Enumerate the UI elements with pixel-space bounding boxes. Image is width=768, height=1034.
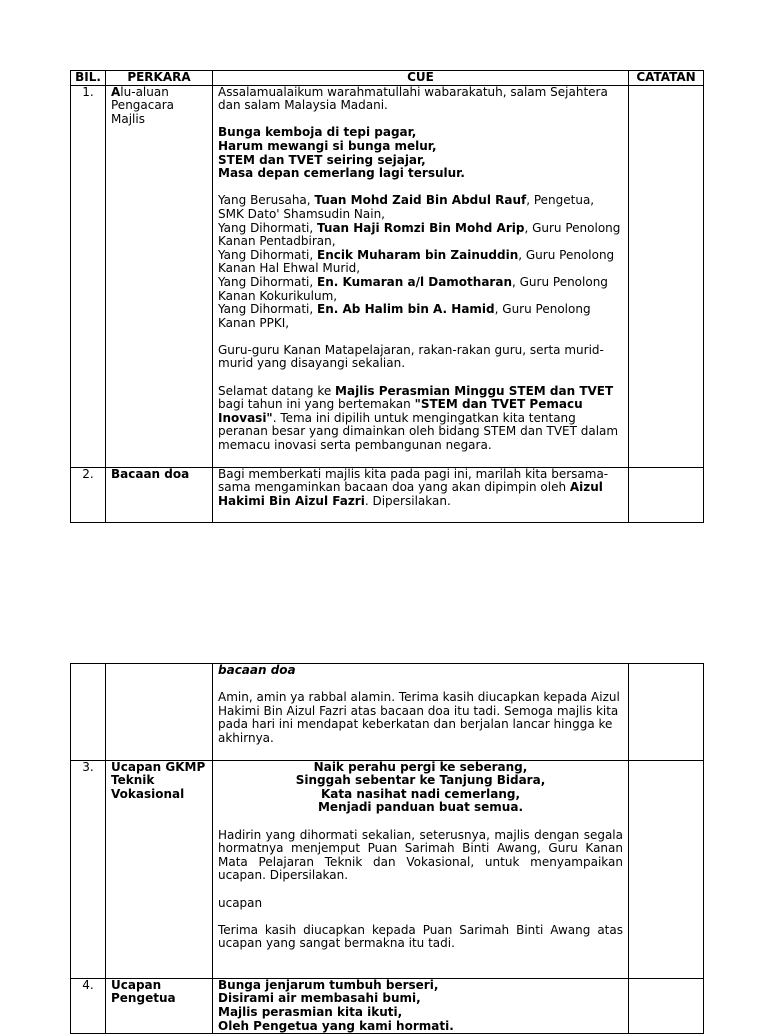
cue-table-page-1 [70,70,704,523]
dignitaries-list: Yang Berusaha, Tuan Mohd Zaid Bin Abdul Rauf, Pengetua, SMK Dato' Shamsudin Nain, Yang Dihormati, Tuan Haji Romzi Bin Mohd Arip, Guru Penolong Kanan Pentadbiran, Yang Dihormati, Encik Muharam bin Zainuddin, Guru Penolong Kanan Hal Ehwal Murid, Yang Dihormati, En. Kumaran a/l Damotharan, Guru Penolong Kanan Kokurikulum, Yang Dihormati, En. Ab Halim bin A. Hamid, Guru Penolong Kanan PPKI, [218,193,621,330]
row-cue [213,467,629,523]
row-catatan [629,664,704,761]
doa-heading: bacaan doa [218,663,296,677]
row-perkara: Ucapan Pengetua [106,978,213,1033]
row-cue [213,978,629,1033]
invite-text: Hadirin yang dihormati sekalian, seterusnya, majlis dengan segala hormatnya menjemput Puan Sarimah Binti Awang, Guru Kanan Mata Pelajaran Teknik dan Vokasional, untuk menyampaikan ucapan. Dipersilakan. [218,827,623,883]
table-row [71,760,704,978]
pantun: Bunga kemboja di tepi pagar, Harum mewangi si bunga melur, STEM dan TVET seiring sejajar, Masa depan cemerlang lagi tersulur. [218,125,465,181]
row-number [71,664,106,761]
row-perkara: Alu-aluan Pengacara Majlis [106,85,213,467]
header-perkara: PERKARA [106,71,213,86]
row-perkara: Bacaan doa [106,467,213,523]
ucapan-text: ucapan [218,895,263,910]
greeting-text: Assalamualaikum warahmatullahi wabarakatuh, salam Sejahtera dan salam Malaysia Madani. [218,84,608,113]
row-cue [213,664,629,761]
row-number: 1. [71,85,106,467]
row-catatan [629,85,704,467]
welcome-text: Selamat datang ke Majlis Perasmian Minggu STEM dan TVET bagi tahun ini yang bertemakan "STEM dan TVET Pemacu Inovasi". Tema ini dipilih untuk mengingatkan kita tentang peranan besar yang dimainkan oleh bidang STEM dan TVET dalam memacu inovasi serta pembangunan negara. [218,383,619,453]
row-catatan [629,760,704,978]
row-catatan [629,978,704,1033]
table-row [71,467,704,523]
header-row [71,71,704,86]
row-number: 4. [71,978,106,1033]
header-cue: CUE [213,71,629,86]
audience-text: Guru-guru Kanan Matapelajaran, rakan-rakan guru, serta murid-murid yang disayangi sekalian. [218,342,604,371]
row-catatan [629,467,704,523]
header-catatan: CATATAN [629,71,704,86]
cue-table-page-2 [70,663,704,1034]
table-row [71,978,704,1033]
thanks-text: Terima kasih diucapkan kepada Puan Sarimah Binti Awang atas ucapan yang sangat bermakna itu tadi. [218,922,623,951]
row-cue [213,85,629,467]
table-row [71,664,704,761]
row-perkara [106,664,213,761]
row-number: 2. [71,467,106,523]
doa-thanks-text: Amin, amin ya rabbal alamin. Terima kasih diucapkan kepada Aizul Hakimi Bin Aizul Fazri atas bacaan doa itu tadi. Semoga majlis kita pada hari ini mendapat keberkatan dan berjalan lancar hingga ke akhirnya. [218,690,620,745]
row-number: 3. [71,760,106,978]
pantun: Bunga jenjarum tumbuh berseri, Disirami air membasahi bumi, Majlis perasmian kita ikuti, Oleh Pengetua yang kami hormati. [218,977,454,1033]
pantun: Naik perahu pergi ke seberang, Singgah sebentar ke Tanjung Bidara, Kata nasihat nadi cemerlang, Menjadi panduan buat semua. [295,759,546,815]
row-cue [213,760,629,978]
row-perkara: Ucapan GKMP Teknik Vokasional [106,760,213,978]
doa-cue-text: Bagi memberkati majlis kita pada pagi ini, marilah kita bersama-sama mengaminkan bacaan doa yang akan dipimpin oleh Aizul Hakimi Bin Aizul Fazri. Dipersilakan. [218,466,609,508]
header-bil: BIL. [71,71,106,86]
table-row [71,85,704,467]
